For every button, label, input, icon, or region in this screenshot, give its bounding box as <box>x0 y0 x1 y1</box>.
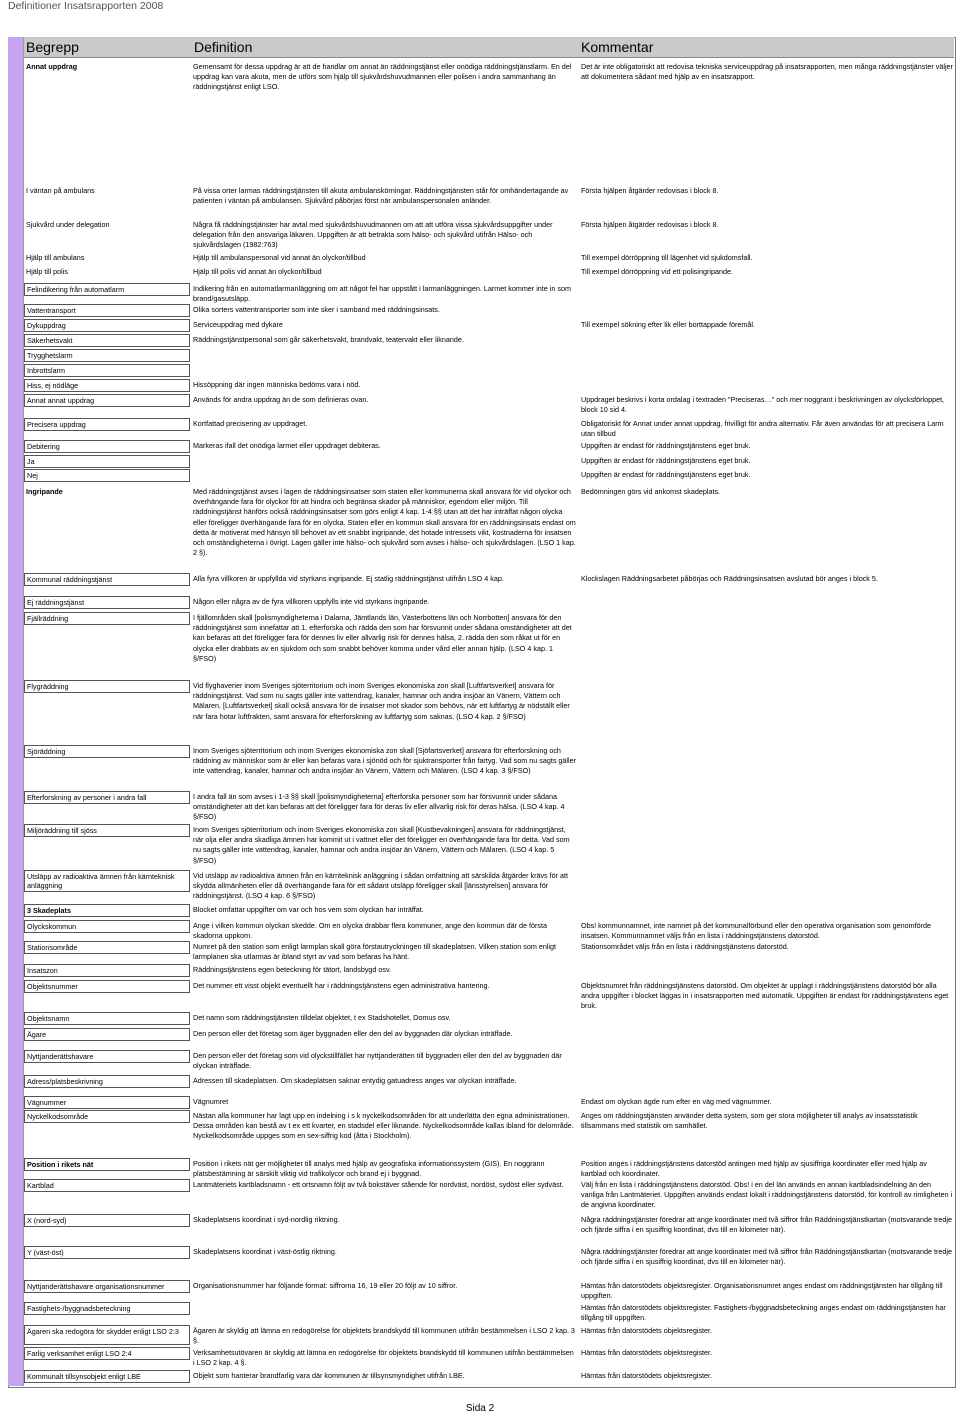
term-label: Debitering <box>24 440 190 453</box>
definition-text: Räddningstjänstpersonal som går säkerhetsvakt, brandvakt, teatervakt eller liknande. <box>193 335 464 344</box>
definition-text: Vid flyghaverier inom Sveriges sjöterritorium och inom Sveriges ekonomiska zon skall [Luftfartsverket] ansvara för räddningstjänst. Vad som nu sagts gäller inte vattendrag, kanaler, hamnar och andra insjöar än Vänern, Vättern och Mälaren. [Luftfartsverket] skall också ansvara för de insatser mot skador som behövs, när ett luftfartyg är nödställt eller när fara hotar luftfrakten, samt ansvara för efterforskning av luftfartyg som saknas. (LSO 4 kap. 2 §/FSO) <box>193 681 570 721</box>
definition-text: Skadeplatsens koordinat i syd-nordlig riktning. <box>193 1215 340 1224</box>
header-kommentar: Kommentar <box>581 39 654 55</box>
term-label: Ägare <box>24 1028 190 1041</box>
comment-text: Bedömningen görs vid ankomst skadeplats. <box>581 487 721 496</box>
document-title: Definitioner Insatsrapporten 2008 <box>8 0 164 12</box>
definition-text: Den person eller det företag som äger byggnaden eller den del av byggnaden där olyckan inträffade. <box>193 1029 513 1038</box>
definition-text: Olika sorters vattentransporter som inte sker i samband med räddningsinsats. <box>193 305 440 314</box>
section-color-stripe <box>8 37 24 1386</box>
comment-text: Det är inte obligatoriskt att redovisa tekniska serviceuppdrag på insatsrapporten, men många räddningstjänster väljer att dokumentera sådant med hjälp av en insatsrapport. <box>581 62 953 82</box>
definition-text: Numret på den station som enligt larmplan skall göra förstautryckningen till skadeplatsen. Vilken station som enligt larmplanen ska utlarmas är ibland styrt av vad som befaras ha hänt. <box>193 942 557 962</box>
comment-text: Uppgiften är endast för räddningstjänstens eget bruk. <box>581 470 751 479</box>
definition-text: I fjällområden skall [polismyndigheterna i Dalarna, Jämtlands län, Västerbottens län och Norrbotten] ansvara för den räddningstjänst som innefattar att 1. efterforska och rädda den som har försvunnit under sådana omständigheter att det kan befaras att det föreligger fara för dennes liv eller allvarlig risk för dennes hälsa, 2. rädda den som råkat ut för en olycka eller drabbats av en sjukdom och som snabbt behöver komma under vård eller annan hjälp. (LSO 4 kap. 1 §/FSO) <box>193 613 572 663</box>
comment-text: Hämtas från datorstödets objektsregister. Fastighets-/byggnadsbeteckning anges endast om räddningstjänsten har tillgång till uppgiften. <box>581 1303 946 1323</box>
comment-text: Endast om olyckan ägde rum efter en väg med vägnummer. <box>581 1097 772 1106</box>
term-label: Position i rikets nät <box>24 1158 190 1171</box>
term-label: Säkerhetsvakt <box>24 334 190 347</box>
comment-text: Första hjälpen åtgärder redovisas i block 8. <box>581 220 719 229</box>
definition-text: Vägnumret <box>193 1097 229 1106</box>
definition-text: I andra fall än som avses i 1-3 §§ skall [polismyndigheterna] efterforska personer som har försvunnit under sådana omständigheter att det kan befaras att det föreligger fara för deras liv eller allvarlig risk för deras hälsa. (LSO 4 kap. 4 §/FSO) <box>193 792 565 822</box>
term-label: Olyckskommun <box>24 920 190 933</box>
definition-text: Hissöppning där ingen människa bedöms vara i nöd. <box>193 380 361 389</box>
definition-text: Nästan alla kommuner har lagt upp en indelning i s k nyckelkodsområden för att underlätta den egna administrationen. Dessa områden kan bestå av t ex ett kvarter, en stadsdel eller liknande. Nyckelkodsområde kallas ibland för delområde. Nyckelkodsområde uppges som en sex-siffrig kod (åtta i Stockholm). <box>193 1111 574 1141</box>
term-label: Utsläpp av radioaktiva ämnen från kärnteknisk anläggning <box>24 870 190 892</box>
definition-text: På vissa orter larmas räddningstjänsten till akuta ambulanskörningar. Räddningstjänsten står för omhändertagande av patienten i väntan på ambulansen. Sjukvård påbörjas först när ambulanspersonalen anländer. <box>193 186 569 206</box>
comment-text: Obligatoriskt för Annat under annat uppdrag, frivilligt för andra alternativ. Får även användas för att precisera Larm utan tillbud <box>581 419 944 439</box>
definition-text: Alla fyra villkoren är uppfyllda vid styrkans ingripande. Ej statlig räddningstjänst utifrån LSO 4 kap. <box>193 574 504 583</box>
term-label: Felindikering från automatlarm <box>24 283 190 296</box>
comment-text: Stationsområdet väljs från en lista i räddningstjänstens datorstöd. <box>581 942 789 951</box>
term-label: Ja <box>24 455 190 468</box>
definition-text: Inom Sveriges sjöterritorium och inom Sveriges ekonomiska zon skall [Kustbevakningen] ansvara för räddningstjänst, när olja eller andra skadliga ämnen har kommit ut i vattnet eller det föreligger en överhängande fara för detta. Vad som nu sagts gäller inte vattendrag, kanaler, hamnar och andra insjöar än Vänern, Vättern och Mälaren. (LSO 4 kap. 5 §/FSO) <box>193 825 570 865</box>
term-label: Hjälp till ambulans <box>24 252 190 263</box>
definition-text: Den person eller det företag som vid olyckstillfället har nyttjanderätten till byggnaden eller den del av byggnaden där olyckan inträffade. <box>193 1051 562 1071</box>
definition-text: Det namn som räddningstjänsten tilldelat objektet, t ex Stadshotellet, Domus osv. <box>193 1013 451 1022</box>
term-label: Ej räddningstjänst <box>24 596 190 609</box>
page-number: Sida 2 <box>465 1403 495 1414</box>
term-label: Kommunal räddningstjänst <box>24 573 190 586</box>
term-label: Vägnummer <box>24 1096 190 1109</box>
comment-text: Hämtas från datorstödets objektsregister. Organisationsnumret anges endast om räddningstjänsten har tillgång till uppgiften. <box>581 1281 943 1301</box>
term-label: Annat uppdrag <box>24 61 190 72</box>
term-label: Nyttjanderättshavare organisationsnummer <box>24 1280 190 1293</box>
term-label: Objektsnummer <box>24 980 190 993</box>
term-label: Efterforskning av personer i andra fall <box>24 791 190 804</box>
term-label: Trygghetslarm <box>24 349 190 362</box>
definition-text: Markeras ifall det onödiga larmet eller uppdraget debiteras. <box>193 441 381 450</box>
definition-text: Det nummer ett visst objekt eventuellt har i räddningstjänstens egen administrativa hantering. <box>193 981 490 990</box>
definition-text: Verksamhetsutövaren är skyldig att lämna en redogörelse för objektets brandskydd till kommunen utifrån bestämmelsen i LSO 2 kap. 4 §. <box>193 1348 574 1368</box>
definition-text: Adressen till skadeplatsen. Om skadeplatsen saknar entydig gatuadress anges var olyckan inträffade. <box>193 1076 517 1085</box>
term-label: Nyckelkodsområde <box>24 1110 190 1123</box>
comment-text: Uppgiften är endast för räddningstjänstens eget bruk. <box>581 456 751 465</box>
comment-text: Anges om räddningstjänsten använder detta system, som ger stora möjligheter till analys av insatsstatistik tillsammans med statistik om samhället. <box>581 1111 918 1131</box>
comment-text: Hämtas från datorstödets objektsregister. <box>581 1371 713 1380</box>
definition-text: Hjälp till ambulanspersonal vid annat än olyckor/tillbud <box>193 253 366 262</box>
term-label: Stationsområde <box>24 941 190 954</box>
definition-text: Serviceuppdrag med dykare <box>193 320 283 329</box>
comment-text: Obs! kommunnamnet, inte namnet på det kommunalförbund eller den operativa organisation som genomförde insatsen. Kommunnamnet väljs från en lista i räddningstjänstens datorstöd. <box>581 921 931 941</box>
definition-text: Inom Sveriges sjöterritorium och inom Sveriges ekonomiska zon skall [Sjöfartsverket] ansvara för efterforskning och räddning av människor som är eller kan befaras vara i sjönöd och för sjuktransporter från fartyg. Vad som nu sagts gäller inte vattendrag, kanaler, hamnar och andra insjöar än Vänern, Vättern och Mälaren. (LSO 4 kap. 3 §/FSO) <box>193 746 576 776</box>
term-label: Ingripande <box>24 486 190 497</box>
term-label: Precisera uppdrag <box>24 418 190 431</box>
term-label: Nyttjanderättshavare <box>24 1050 190 1063</box>
comment-text: Några räddningstjänster föredrar att ange koordinater med två siffror från Räddningstjänstkartan (motsvarande tredje och fjärde siffra i en sjusiffrig koordinat, dvs till en kilometer när). <box>581 1247 953 1267</box>
definition-text: Organisationsnummer har följande format: siffrorna 16, 19 eller 20 följt av 10 siffror. <box>193 1281 458 1290</box>
comment-text: Hämtas från datorstödets objektsregister. <box>581 1348 713 1357</box>
comment-text: Objektsnumret från räddningstjänstens datorstöd. Om objektet är upplagt i räddningstjänstens datorstöd bör alla andra uppgifter i blocket läggas in i insatsrapporten med automatik. Uppgiften är endast för räddningstjänstens eget bruk. <box>581 981 949 1011</box>
term-label: Y (väst-öst) <box>24 1246 190 1259</box>
definition-text: Blocket omfattar uppgifter om var och hos vem som olyckan har inträffat. <box>193 905 424 914</box>
definition-text: Någon eller några av de fyra villkoren uppfylls inte vid styrkans ingripande. <box>193 597 430 606</box>
term-label: Vattentransport <box>24 304 190 317</box>
comment-text: Uppdraget beskrivs i korta ordalag i textraden "Preciseras…" och mer noggrant i beskrivningen av olycksförloppet, block 10 sid 4. <box>581 395 945 415</box>
term-label: I väntan på ambulans <box>24 185 190 196</box>
comment-text: Hämtas från datorstödets objektsregister. <box>581 1326 713 1335</box>
comment-text: Uppgiften är endast för räddningstjänstens eget bruk. <box>581 441 751 450</box>
comment-text: Välj från en lista i räddningstjänstens datorstöd. Obs! i en del län används en annan kartbladsindelning än den vanliga från Lantmäteriet. Uppgiften används endast lokalt i räddningstjänstens datorstöd, för kontroll av rimligheten i de angivna koordinater. <box>581 1180 953 1210</box>
term-label: Miljöräddning till sjöss <box>24 824 190 837</box>
term-label: Fjällräddning <box>24 612 190 625</box>
header-definition: Definition <box>194 39 253 55</box>
term-label: Hjälp till polis <box>24 266 190 277</box>
definition-text: Används för andra uppdrag än de som definieras ovan. <box>193 395 369 404</box>
term-label: Sjukvård under delegation <box>24 219 190 230</box>
term-label: Kommunalt tillsynsobjekt enligt LBE <box>24 1370 190 1383</box>
term-label: Adress/platsbeskrivning <box>24 1075 190 1088</box>
term-label: Annat annat uppdrag <box>24 394 190 407</box>
definition-text: Ange i vilken kommun olyckan skedde. Om en olycka drabbar flera kommuner, ange den kommun där de första skadorna uppkom. <box>193 921 547 941</box>
header-begrepp: Begrepp <box>26 39 79 55</box>
definition-text: Position i rikets nät ger möjligheter till analys med hjälp av geografiska informationssystem (GIS). En noggrann platsbestämning är särskilt viktig vid trafikolycor och brand ej i byggnad. <box>193 1159 545 1179</box>
comment-text: Till exempel sökning efter lik eller borttappade föremål. <box>581 320 755 329</box>
definition-text: Gemensamt för dessa uppdrag är att de handlar om annat än räddningstjänst eller onödiga räddningstjänstlarm. En del uppdrag kan vara akuta, men de utförs som hjälp till sjukvårdshuvudmannen eller polisen i andra sammanhang än räddningstjänst enligt LSO. <box>193 62 572 92</box>
term-label: Fastighets-/byggnadsbeteckning <box>24 1302 190 1315</box>
definition-text: Kortfattad precisering av uppdraget. <box>193 419 308 428</box>
comment-text: Klockslagen Räddningsarbetet påbörjas och Räddningsinsatsen avslutad bör anges i block 5. <box>581 574 878 583</box>
comment-text: Första hjälpen åtgärder redovisas i block 8. <box>581 186 719 195</box>
definition-text: Hjälp till polis vid annat än olyckor/tillbud <box>193 267 322 276</box>
comment-text: Position anges i räddningstjänstens datorstöd antingen med hjälp av sjusiffriga koordinater eller med hjälp av kartblad och koordinater. <box>581 1159 927 1179</box>
definition-text: Indikering från en automatlarmanläggning om att något fel har uppstått i larmanläggningen. Larmet kommer inte in som brand/gasutsläpp. <box>193 284 571 304</box>
comment-text: Till exempel dörröppning till lägenhet vid sjukdomsfall. <box>581 253 753 262</box>
definition-text: Ägaren är skyldig att lämna en redogörelse för objektets brandskydd till kommunen utifrån bestämmelsen i LSO 2 kap. 3 §. <box>193 1326 575 1346</box>
term-label: Nej <box>24 469 190 482</box>
definition-text: Med räddningstjänst avses i lagen de räddningsinsatser som staten eller kommunerna skall ansvara för vid olyckor och överhängande fara för olyckor för att hindra och begränsa skador på människor, egendom eller miljön. Till räddningstjänst hänförs också räddningsinsatser som görs enligt 4 kap. 1-4 §§ utan att det har inträffat någon olycka eller föreligger överhängande fara för en olycka. Staten eller en kommun skall ansvara för en räddningsinsats endast om detta är motiverat med hänsyn till behovet av ett snabbt ingripande, det hotade intressets vikt, kostnaderna för insatsen och omständigheterna i övrigt. Lagen gäller inte hälso- och sjukvård som avses i hälso- och sjukvårdslagen. (LSO 1 kap. 2 §). <box>193 487 576 558</box>
comment-text: Några räddningstjänster föredrar att ange koordinater med två siffror från Räddningstjänstkartan (motsvarande tredje och fjärde siffra i en sjusiffrig koordinat, dvs till en kilometer när). <box>581 1215 953 1235</box>
term-label: Sjöräddning <box>24 745 190 758</box>
term-label: Flygräddning <box>24 680 190 693</box>
definition-text: Lantmäteriets kartbladsnamn - ett ortsnamn följt av två bokstäver stående för nordväst, nordöst, sydöst eller sydväst. <box>193 1180 564 1189</box>
term-label: Insatszon <box>24 964 190 977</box>
comment-text: Till exempel dörröppning vid ett polisingripande. <box>581 267 733 276</box>
definition-text: Räddningstjänstens egen beteckning för tätort, landsbygd osv. <box>193 965 392 974</box>
term-label: Hiss, ej nödläge <box>24 379 190 392</box>
term-label: Ägaren ska redogöra för skyddet enligt LSO 2:3 <box>24 1325 190 1345</box>
term-label: X (nord-syd) <box>24 1214 190 1227</box>
definition-text: Skadeplatsens koordinat i väst-östlig riktning. <box>193 1247 337 1256</box>
term-label: Farlig verksamhet enligt LSO 2:4 <box>24 1347 190 1360</box>
term-label: Dykuppdrag <box>24 319 190 332</box>
term-label: Kartblad <box>24 1179 190 1192</box>
definition-text: Objekt som hanterar brandfarlig vara där kommunen är tillsynsmyndighet utifrån LBE. <box>193 1371 465 1380</box>
definition-text: Några få räddningstjänster har avtal med sjukvårdshuvudmannen om att att utföra vissa sjukvårdsuppgifter under delegation från den ansvariga läkaren. Uppgiften är att betrakta som hälso- och sjukvård utifrån Hälso- och sjukvårdslagen (1982:763) <box>193 220 553 250</box>
term-label: 3 Skadeplats <box>24 904 190 917</box>
definition-text: Vid utsläpp av radioaktiva ämnen från en kärnteknisk anläggning i sådan omfattning att särskilda åtgärder krävs för att skydda allmänheten eller då överhängande fara för ett sådant utsläpp föreligger skall [länsstyrelsen] ansvara för räddningstjänst. (LSO 4 kap. 6 §/FSO) <box>193 871 569 901</box>
table-header <box>24 37 954 58</box>
term-label: Objektsnamn <box>24 1012 190 1025</box>
term-label: Inbrottslarm <box>24 364 190 377</box>
